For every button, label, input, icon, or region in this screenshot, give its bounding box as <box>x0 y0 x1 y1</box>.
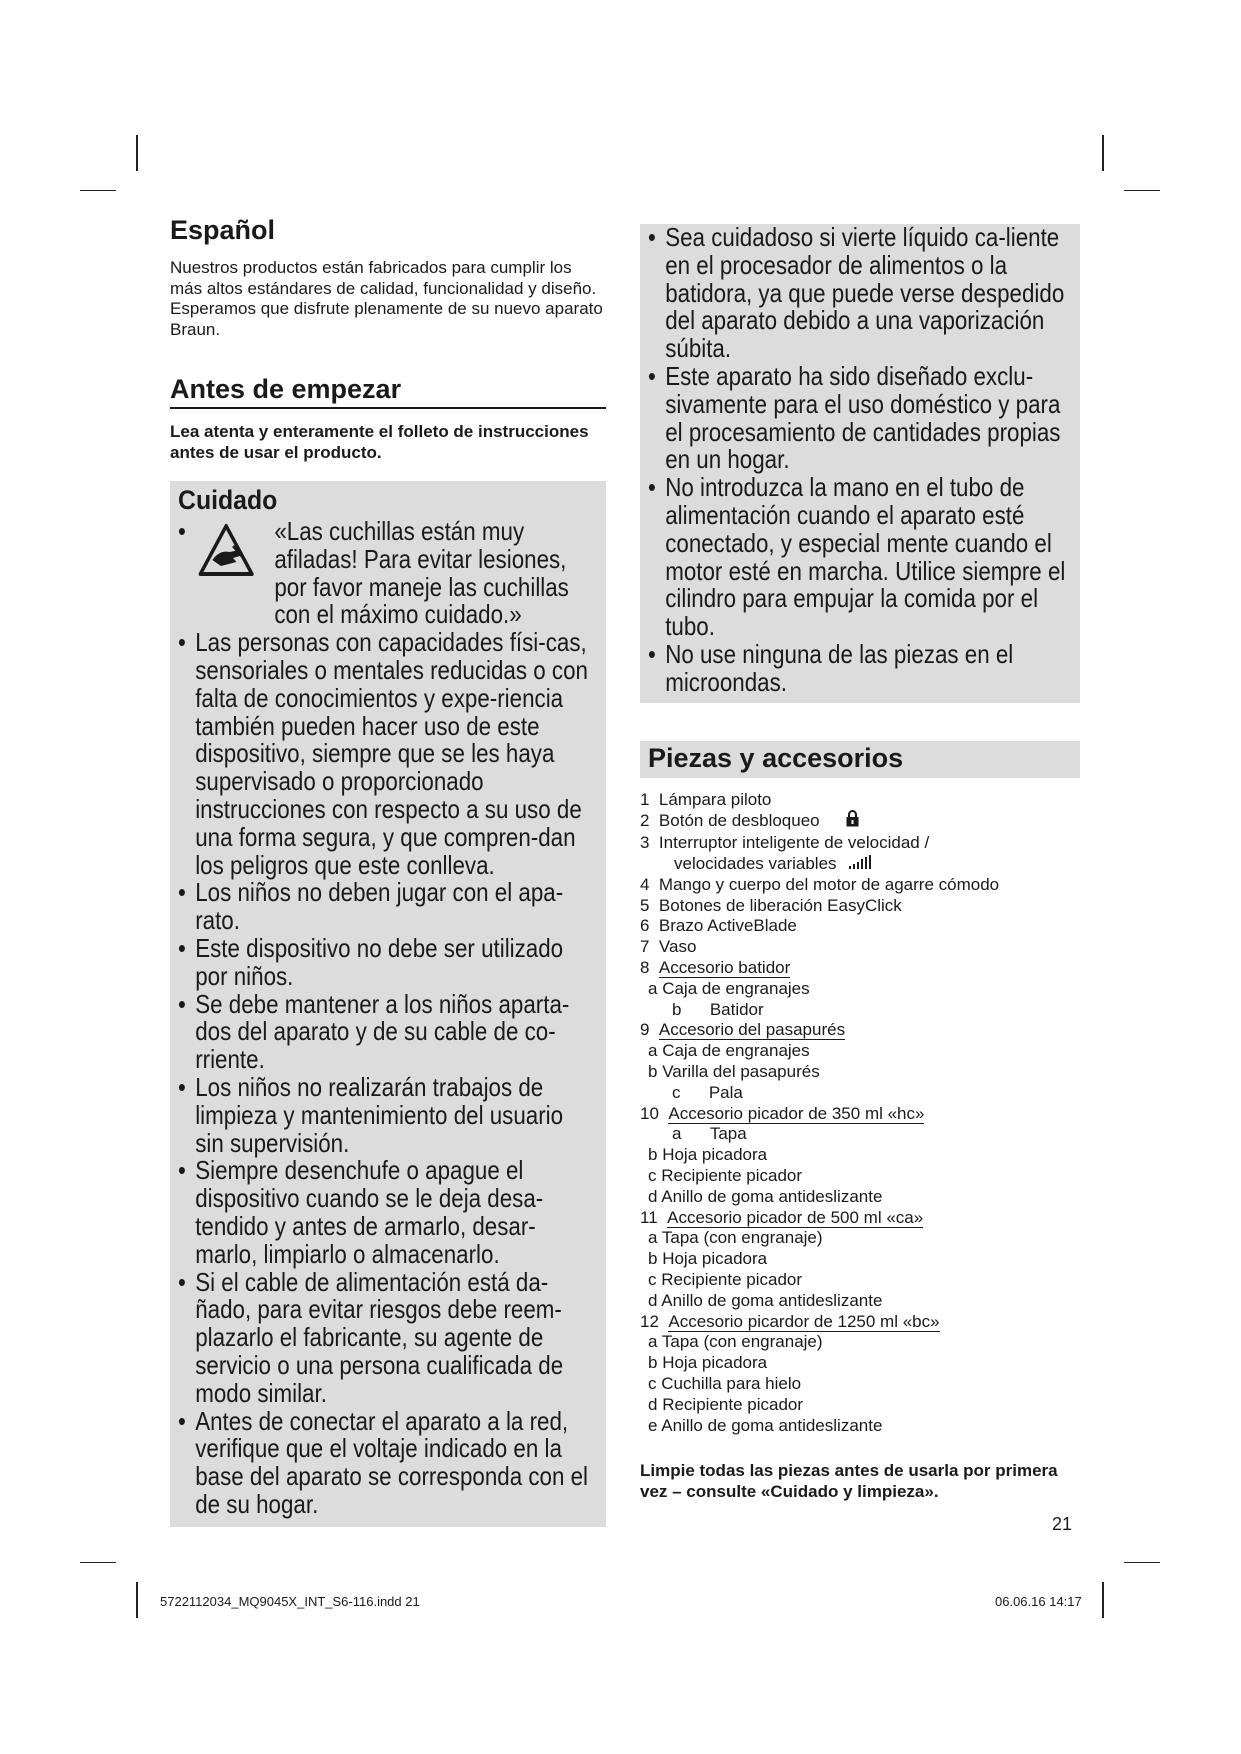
list-item <box>640 1228 1080 1249</box>
list-item <box>640 1270 1080 1291</box>
item-letter: b <box>672 999 682 1019</box>
list-item <box>640 937 1080 958</box>
item-label: Tapa (con engranaje) <box>661 1332 823 1352</box>
caution-item <box>178 1266 597 1408</box>
item-letter: e <box>648 1415 658 1435</box>
item-label: Vaso <box>658 937 697 957</box>
crop-mark <box>1102 1582 1104 1618</box>
item-letter: a <box>648 1228 658 1248</box>
left-column <box>170 215 606 1527</box>
bullet: • <box>178 877 186 908</box>
list-item <box>640 854 1080 875</box>
caution-item <box>178 879 597 935</box>
list-item <box>640 1062 1080 1083</box>
bullet: • <box>178 1266 186 1297</box>
item-number: 5 <box>640 895 650 915</box>
crop-mark <box>1102 135 1104 171</box>
item-letter: b <box>648 1145 658 1165</box>
list-item <box>640 833 1080 854</box>
caution-item-text: Este dispositivo no debe ser utilizado por niños. <box>195 932 564 991</box>
section-title-antes: Antes de empezar <box>170 374 606 409</box>
list-item <box>640 1020 1080 1041</box>
blade-warning <box>178 518 597 629</box>
list-item <box>640 1332 1080 1353</box>
item-number: 10 <box>640 1103 659 1123</box>
list-item <box>640 1291 1080 1312</box>
list-item <box>640 896 1080 917</box>
item-number: 7 <box>640 937 650 957</box>
bullet: • <box>648 222 656 252</box>
bullet: • <box>178 1071 186 1102</box>
list-item <box>640 979 1080 1000</box>
list-item <box>640 790 1080 811</box>
footer-file: 5722112034_MQ9045X_INT_S6-116.indd 21 <box>160 1594 420 1609</box>
page-number: 21 <box>1052 1514 1073 1534</box>
item-label: Tapa (con engranaje) <box>661 1228 823 1248</box>
caution-item <box>648 638 1071 697</box>
item-label: Pala <box>708 1082 743 1102</box>
list-item <box>640 810 1080 833</box>
item-label: Interruptor inteligente de velocidad / <box>658 833 930 853</box>
item-letter: c <box>648 1373 657 1393</box>
caution-item-text: Siempre desenchufe o apague el dispositivo cuando se le deja desa-tendido y antes de armarlo, desar-marlo, limpiarlo o almacenarlo. <box>195 1155 544 1269</box>
list-item <box>640 1312 1080 1333</box>
item-label: Botón de desbloqueo <box>658 811 820 831</box>
list-item <box>640 916 1080 937</box>
cleaning-note: Limpie todas las piezas antes de usarla por primera vez – consulte «Cuidado y limpieza». <box>640 1461 1058 1502</box>
list-item <box>640 1353 1080 1374</box>
crop-mark <box>136 1582 138 1618</box>
list-item <box>640 1395 1080 1416</box>
item-label: Accesorio picador de 500 ml «ca» <box>667 1207 924 1227</box>
item-label: Recipiente picador <box>661 1166 803 1185</box>
item-label: Accesorio del pasapurés <box>658 1020 846 1040</box>
caution-item-text: Se debe mantener a los niños aparta-dos del aparato y de su cable de co-rriente. <box>195 988 570 1075</box>
crop-mark <box>1124 190 1160 191</box>
item-number: 11 <box>640 1207 658 1227</box>
item-label: Anillo de goma antideslizante <box>661 1415 883 1435</box>
caution-item <box>178 1157 597 1268</box>
list-item <box>640 1416 1080 1437</box>
hand-blade-warning-icon <box>195 518 257 629</box>
item-label: Hoja picadora <box>662 1249 768 1269</box>
item-letter: b <box>648 1353 658 1373</box>
item-number: 2 <box>640 811 650 831</box>
caution-item <box>178 988 597 1075</box>
caution-item-text: Este aparato ha sido diseñado exclu-sivamente para el uso doméstico y para el procesamiento de cantidades propias en un hogar. <box>665 360 1061 475</box>
item-letter: c <box>648 1269 657 1289</box>
item-label: Anillo de goma antideslizante <box>661 1290 883 1310</box>
item-label: Varilla del pasapurés <box>662 1062 820 1082</box>
crop-mark <box>80 190 116 191</box>
item-letter: a <box>648 978 658 998</box>
caution-title: Cuidado <box>178 485 278 515</box>
caution-item-text: No use ninguna de las piezas en el microondas. <box>665 638 1014 697</box>
caution-item-text: Los niños no realizarán trabajos de limpieza y mantenimiento del usuario sin supervisión. <box>195 1071 564 1158</box>
item-label: Lámpara piloto <box>658 789 772 809</box>
blade-warning-text: «Las cuchillas están muy afiladas! Para evitar lesiones, por favor maneje las cuchillas con el máximo cuidado.» <box>274 516 569 630</box>
bullet: • <box>178 627 186 658</box>
parts-title: Piezas y accesorios <box>640 741 1080 778</box>
caution-item <box>178 1071 597 1158</box>
caution-item <box>648 474 1071 641</box>
item-letter: c <box>648 1166 657 1185</box>
item-label: Brazo ActiveBlade <box>658 916 797 936</box>
list-item <box>640 1124 1080 1145</box>
caution-item-text: No introduzca la mano en el tubo de alimentación cuando el aparato esté conectado, y especial mente cuando el motor esté en marcha. Utilice siempre el cilindro para empujar la comida por el tubo. <box>665 472 1066 642</box>
item-label: Accesorio picardor de 1250 ml «bc» <box>668 1311 940 1331</box>
lock-icon <box>846 810 859 833</box>
item-label: Hoja picadora <box>662 1145 768 1165</box>
item-label: Mango y cuerpo del motor de agarre cómodo <box>658 874 1000 894</box>
caution-item <box>178 629 597 879</box>
bullet: • <box>648 360 656 391</box>
item-number: 6 <box>640 916 650 936</box>
list-item <box>640 875 1080 896</box>
item-letter: c <box>672 1082 681 1102</box>
caution-item-text: Antes de conectar el aparato a la red, verifique que el voltaje indicado en la base del aparato se corresponda con el de su hogar. <box>195 1405 589 1519</box>
bullet: • <box>178 988 186 1019</box>
item-label: velocidades variables <box>674 853 837 873</box>
item-letter: a <box>648 1332 658 1352</box>
item-label: Caja de engranajes <box>662 978 810 998</box>
bullet: • <box>178 932 186 963</box>
item-label: Caja de engranajes <box>662 1041 810 1061</box>
list-item <box>640 1249 1080 1270</box>
item-letter: d <box>648 1394 658 1414</box>
item-label: Cuchilla para hielo <box>661 1373 802 1393</box>
bullet: • <box>648 638 656 669</box>
caution-box <box>170 481 606 1527</box>
list-item <box>640 1000 1080 1021</box>
item-number: 12 <box>640 1311 659 1331</box>
item-label: Accesorio picador de 350 ml «hc» <box>668 1103 925 1123</box>
item-number: 4 <box>640 874 650 894</box>
item-label: Anillo de goma antideslizante <box>661 1186 883 1206</box>
list-item <box>640 1208 1080 1229</box>
crop-mark <box>136 135 138 171</box>
item-letter: d <box>648 1290 658 1310</box>
list-item <box>640 958 1080 979</box>
parts-list <box>640 790 1080 1437</box>
language-title: Español <box>170 215 276 245</box>
bullet: • <box>178 1405 186 1436</box>
item-number: 8 <box>640 958 650 978</box>
item-letter: b <box>648 1249 658 1269</box>
list-item <box>640 1187 1080 1208</box>
item-label: Tapa <box>709 1124 747 1144</box>
caution-item <box>648 224 1071 363</box>
caution-item <box>648 360 1071 475</box>
crop-mark <box>80 1562 116 1563</box>
caution-item-text: Los niños no deben jugar con el apa-rato. <box>195 877 564 936</box>
caution-item-text: Sea cuidadoso si vierte líquido ca-liente en el procesador de alimentos o la batidora, ya que puede verse despedido del aparato debido a una vaporización súbita. <box>665 222 1065 364</box>
caution-item <box>178 1405 597 1519</box>
list-item <box>640 1083 1080 1104</box>
list-item <box>640 1145 1080 1166</box>
item-number: 1 <box>640 789 650 809</box>
item-label: Botones de liberación EasyClick <box>658 895 902 915</box>
item-letter: d <box>648 1186 658 1206</box>
caution-item-text: Las personas con capacidades físi-cas, sensoriales o mentales reducidas o con falta de conocimientos y expe-riencia también pueden hacer uso de este dispositivo, siempre que se les haya supervisado o proporcionado instrucciones con respecto a su uso de una forma segura, y que compren-dan los peligros que este conlleva. <box>195 627 588 880</box>
item-number: 9 <box>640 1020 650 1040</box>
bullet: • <box>178 1155 186 1186</box>
item-label: Accesorio batidor <box>658 958 791 978</box>
item-label: Recipiente picador <box>662 1394 804 1414</box>
item-label: Recipiente picador <box>661 1269 803 1289</box>
item-number: 3 <box>640 833 650 853</box>
item-letter: b <box>648 1062 658 1082</box>
intro-paragraph: Nuestros productos están fabricados para cumplir los más altos estándares de calidad, funcionalidad y diseño. Esperamos que disfrute plenamente de su nuevo aparato Braun. <box>170 258 603 339</box>
item-label: Hoja picadora <box>662 1353 768 1373</box>
list-item <box>640 1374 1080 1395</box>
list-item <box>640 1104 1080 1125</box>
list-item <box>640 1166 1080 1187</box>
footer-date: 06.06.16 14:17 <box>995 1594 1082 1609</box>
caution-item-text: Si el cable de alimentación está da-ñado, para evitar riesgos debe reem-plazarlo el fabricante, su agente de servicio o una persona cualificada de modo similar. <box>195 1266 564 1408</box>
caution-box-continued <box>640 224 1080 703</box>
item-label: Batidor <box>709 999 764 1019</box>
lead-paragraph: Lea atenta y enteramente el folleto de instrucciones antes de usar el producto. <box>170 422 589 462</box>
bullet: • <box>178 516 186 546</box>
right-column <box>640 224 1080 1502</box>
speed-bars-icon <box>849 854 871 875</box>
crop-mark <box>1124 1562 1160 1563</box>
item-letter: a <box>672 1124 682 1144</box>
bullet: • <box>648 472 656 503</box>
item-letter: a <box>648 1041 658 1061</box>
list-item <box>640 1041 1080 1062</box>
caution-item <box>178 932 597 991</box>
